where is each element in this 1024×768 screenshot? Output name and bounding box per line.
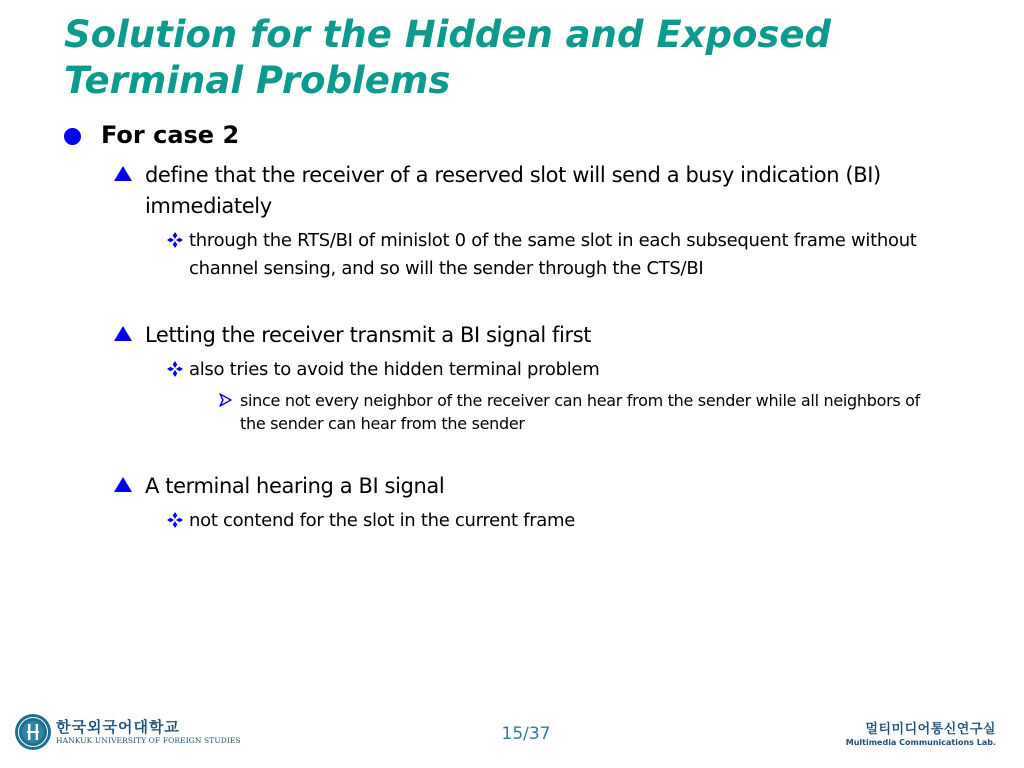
list-item-text: A terminal hearing a BI signal xyxy=(145,474,445,498)
list-item-text: also tries to avoid the hidden terminal problem xyxy=(189,359,600,380)
list-item-level3 xyxy=(166,507,959,535)
slide-title xyxy=(64,12,964,104)
triangle-bullet-icon xyxy=(114,326,132,341)
list-item-level2 xyxy=(114,471,945,502)
university-name-korean: 한국외국어대학교 xyxy=(56,718,180,736)
list-item-text: not contend for the slot in the current frame xyxy=(189,510,576,531)
diamond-bullet-icon xyxy=(166,511,184,529)
lab-name-korean: 멀티미디어통신연구실 xyxy=(865,722,996,737)
list-item-level3 xyxy=(166,356,959,384)
title-line-2: Terminal Problems xyxy=(64,59,451,102)
list-item-level2 xyxy=(114,160,945,222)
lab-name-english: Multimedia Communications Lab. xyxy=(845,738,996,747)
university-seal-icon xyxy=(14,713,52,751)
university-logo xyxy=(14,713,241,751)
list-item-text: define that the receiver of a reserved slot will send a busy indication (BI) immediately xyxy=(145,163,881,218)
diamond-bullet-icon xyxy=(166,360,184,378)
list-item-level3 xyxy=(166,227,959,283)
title-line-1: Solution for the Hidden and Exposed xyxy=(64,13,832,56)
page-number: 15/37 xyxy=(501,724,551,744)
university-name-english: HANKUK UNIVERSITY OF FOREIGN STUDIES xyxy=(56,736,241,745)
triangle-bullet-icon xyxy=(114,477,132,492)
list-item-text: since not every neighbor of the receiver can hear from the sender while all neighbors of the sender can hear from the sender xyxy=(240,391,920,433)
list-item-text: through the RTS/BI of minislot 0 of the same slot in each subsequent frame without channel sensing, and so will the sender through the CTS/BI xyxy=(189,230,917,279)
list-item-text: Letting the receiver transmit a BI signal first xyxy=(145,323,592,347)
diamond-bullet-icon xyxy=(166,231,184,249)
list-item-level2 xyxy=(114,320,945,351)
triangle-bullet-icon xyxy=(114,166,132,181)
case-heading-text: For case 2 xyxy=(101,121,240,149)
arrowhead-bullet-icon xyxy=(218,393,232,407)
list-item-level4 xyxy=(218,389,930,435)
lab-logo xyxy=(846,722,996,748)
circle-bullet-icon xyxy=(64,128,81,145)
case-heading xyxy=(64,118,239,152)
